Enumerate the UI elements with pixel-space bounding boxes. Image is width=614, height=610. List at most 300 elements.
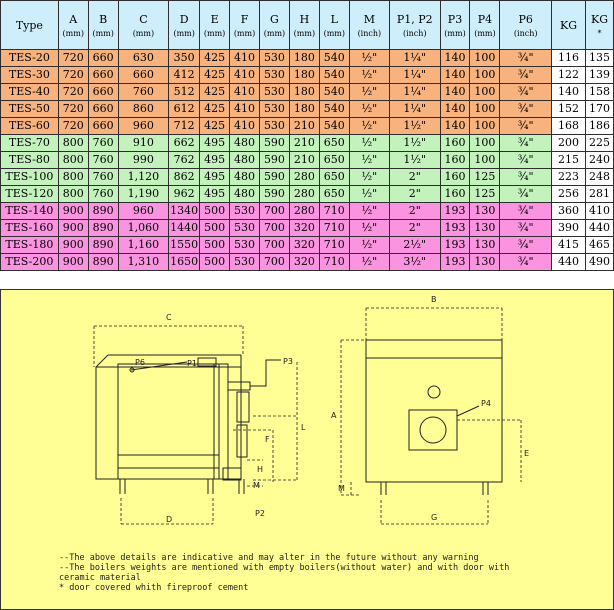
table-cell: 630 — [118, 50, 169, 67]
header-unit: (mm) — [173, 28, 195, 38]
table-cell: 800 — [58, 135, 88, 152]
header-4 — [169, 1, 200, 50]
table-cell: 281 — [586, 186, 614, 203]
spec-table — [0, 0, 614, 271]
table-cell: TES-50 — [1, 101, 59, 118]
table-cell: 590 — [259, 186, 289, 203]
table-cell: 590 — [259, 152, 289, 169]
table-cell: 193 — [440, 254, 470, 271]
table-cell: 1,120 — [118, 169, 169, 186]
note-3: ceramic material — [59, 573, 141, 583]
table-row — [1, 101, 614, 118]
label-m: M — [253, 481, 260, 490]
table-cell: 530 — [259, 67, 289, 84]
table-cell: 660 — [88, 118, 118, 135]
table-cell: TES-60 — [1, 118, 59, 135]
table-cell: 280 — [289, 203, 319, 220]
table-cell: 1¼" — [389, 50, 440, 67]
table-cell: 3½" — [389, 254, 440, 271]
label-p1: P1 — [187, 359, 197, 368]
table-cell: 710 — [319, 254, 349, 271]
header-label: H — [299, 12, 310, 26]
table-cell: 1650 — [169, 254, 200, 271]
table-cell: ¾" — [500, 169, 552, 186]
table-cell: 660 — [88, 67, 118, 84]
table-cell: TES-160 — [1, 220, 59, 237]
table-cell: ¾" — [500, 50, 552, 67]
table-cell: 320 — [289, 220, 319, 237]
table-cell: ½" — [349, 220, 389, 237]
table-cell: 116 — [551, 50, 585, 67]
table-cell: TES-30 — [1, 67, 59, 84]
table-cell: 1,160 — [118, 237, 169, 254]
header-8 — [289, 1, 319, 50]
note-4: * door covered whith fireproof cement — [59, 583, 249, 593]
header-15 — [551, 1, 585, 50]
header-unit: (mm) — [323, 28, 345, 38]
table-cell: 440 — [551, 254, 585, 271]
table-cell: 280 — [289, 186, 319, 203]
table-cell: 125 — [470, 169, 500, 186]
table-cell: 425 — [200, 101, 230, 118]
table-cell: 530 — [230, 254, 260, 271]
table-cell: 650 — [319, 152, 349, 169]
header-unit: (mm) — [444, 28, 466, 38]
table-cell: 180 — [289, 101, 319, 118]
table-cell: 130 — [470, 237, 500, 254]
table-row — [1, 84, 614, 101]
technical-drawing — [0, 289, 614, 610]
table-cell: 100 — [470, 152, 500, 169]
table-cell: 480 — [230, 152, 260, 169]
table-cell: ¾" — [500, 101, 552, 118]
table-cell: 210 — [289, 152, 319, 169]
header-unit: (mm) — [132, 28, 155, 38]
table-cell: 140 — [440, 50, 470, 67]
table-cell: 712 — [169, 118, 200, 135]
table-cell: 720 — [58, 67, 88, 84]
table-cell: 415 — [551, 237, 585, 254]
header-unit: (mm) — [92, 28, 114, 38]
table-cell: 710 — [319, 237, 349, 254]
table-cell: 700 — [259, 203, 289, 220]
table-cell: 130 — [470, 203, 500, 220]
table-cell: 660 — [88, 50, 118, 67]
table-cell: 500 — [200, 237, 230, 254]
header-unit: (inch) — [513, 28, 538, 38]
table-cell: 1440 — [169, 220, 200, 237]
table-cell: 530 — [230, 203, 260, 220]
label-b: B — [431, 295, 437, 304]
table-cell: 180 — [289, 67, 319, 84]
table-cell: 1½" — [389, 118, 440, 135]
table-cell: 1¼" — [389, 84, 440, 101]
header-label: L — [330, 12, 338, 26]
table-cell: 500 — [200, 254, 230, 271]
header-label: F — [240, 12, 249, 26]
table-cell: 500 — [200, 220, 230, 237]
front-view-body — [366, 340, 502, 482]
table-cell: 660 — [88, 84, 118, 101]
header-label: KG — [591, 12, 609, 26]
label-d: D — [166, 515, 173, 524]
table-cell: 193 — [440, 237, 470, 254]
header-label: B — [99, 12, 108, 26]
table-cell: 2½" — [389, 237, 440, 254]
table-cell: ½" — [349, 254, 389, 271]
header-label: E — [210, 12, 219, 26]
table-row — [1, 254, 614, 271]
table-cell: 240 — [586, 152, 614, 169]
table-cell: 193 — [440, 203, 470, 220]
table-cell: 720 — [58, 118, 88, 135]
table-cell: 215 — [551, 152, 585, 169]
table-cell: 1¼" — [389, 67, 440, 84]
table-cell: 360 — [551, 203, 585, 220]
table-cell: ¾" — [500, 220, 552, 237]
table-cell: 512 — [169, 84, 200, 101]
header-label: D — [179, 12, 189, 26]
table-cell: 800 — [58, 152, 88, 169]
table-cell: 900 — [58, 203, 88, 220]
header-16 — [586, 1, 614, 50]
header-label: Type — [15, 18, 43, 32]
table-cell: 890 — [88, 254, 118, 271]
table-cell: 960 — [118, 203, 169, 220]
header-unit: (mm) — [203, 28, 226, 38]
table-row — [1, 237, 614, 254]
table-cell: ½" — [349, 237, 389, 254]
table-row — [1, 50, 614, 67]
table-cell: 660 — [88, 101, 118, 118]
table-cell: 440 — [586, 220, 614, 237]
table-cell: 700 — [259, 220, 289, 237]
table-cell: 135 — [586, 50, 614, 67]
table-cell: 425 — [200, 50, 230, 67]
table-cell: TES-180 — [1, 237, 59, 254]
header-1 — [58, 1, 88, 50]
table-cell: TES-40 — [1, 84, 59, 101]
table-cell: 590 — [259, 135, 289, 152]
table-row — [1, 67, 614, 84]
header-14 — [500, 1, 552, 50]
table-cell: 962 — [169, 186, 200, 203]
table-cell: 700 — [259, 237, 289, 254]
table-cell: 540 — [319, 50, 349, 67]
table-cell: 168 — [551, 118, 585, 135]
table-cell: 760 — [88, 169, 118, 186]
table-cell: ½" — [349, 50, 389, 67]
header-unit: * — [597, 28, 602, 38]
table-cell: 530 — [259, 84, 289, 101]
table-cell: 530 — [259, 101, 289, 118]
table-cell: 1½" — [389, 135, 440, 152]
label-p2: P2 — [255, 509, 265, 518]
table-cell: 140 — [440, 84, 470, 101]
table-cell: 140 — [440, 118, 470, 135]
header-unit: (mm) — [233, 28, 256, 38]
table-row — [1, 203, 614, 220]
table-cell: 320 — [289, 237, 319, 254]
table-cell: 530 — [230, 237, 260, 254]
label-h: H — [257, 465, 264, 474]
table-cell: 410 — [230, 50, 260, 67]
table-cell: 425 — [200, 67, 230, 84]
table-cell: 100 — [470, 118, 500, 135]
table-cell: 960 — [118, 118, 169, 135]
label-e: E — [524, 449, 530, 458]
header-label: P4 — [477, 12, 493, 26]
table-cell: 410 — [230, 101, 260, 118]
table-cell: 900 — [58, 220, 88, 237]
table-cell: 890 — [88, 203, 118, 220]
table-cell: 1340 — [169, 203, 200, 220]
table-row — [1, 186, 614, 203]
table-cell: 100 — [470, 135, 500, 152]
table-cell: 760 — [118, 84, 169, 101]
table-cell: ½" — [349, 152, 389, 169]
table-cell: 180 — [289, 50, 319, 67]
table-cell: ½" — [349, 118, 389, 135]
table-cell: ½" — [349, 84, 389, 101]
table-cell: 170 — [586, 101, 614, 118]
table-cell: ¾" — [500, 84, 552, 101]
table-cell: 223 — [551, 169, 585, 186]
header-label: A — [69, 12, 78, 26]
table-cell: 900 — [58, 254, 88, 271]
table-cell: 495 — [200, 152, 230, 169]
table-cell: ½" — [349, 135, 389, 152]
header-unit: (mm) — [474, 28, 496, 38]
table-cell: 160 — [440, 152, 470, 169]
header-unit: (mm) — [62, 28, 84, 38]
table-cell: 480 — [230, 186, 260, 203]
table-cell: ¾" — [500, 186, 552, 203]
table-cell: 412 — [169, 67, 200, 84]
header-label: C — [139, 12, 148, 26]
table-cell: ¾" — [500, 67, 552, 84]
table-cell: 540 — [319, 118, 349, 135]
table-cell: 700 — [259, 254, 289, 271]
table-cell: 900 — [58, 237, 88, 254]
table-cell: 225 — [586, 135, 614, 152]
table-cell: 990 — [118, 152, 169, 169]
table-cell: ½" — [349, 67, 389, 84]
table-cell: 425 — [200, 118, 230, 135]
table-row — [1, 118, 614, 135]
drawing-notes — [59, 553, 509, 593]
table-cell: 152 — [551, 101, 585, 118]
table-cell: 800 — [58, 186, 88, 203]
header-6 — [230, 1, 260, 50]
table-cell: TES-70 — [1, 135, 59, 152]
table-cell: 1,310 — [118, 254, 169, 271]
table-cell: 410 — [230, 118, 260, 135]
table-cell: 2" — [389, 186, 440, 203]
table-row — [1, 135, 614, 152]
table-cell: 125 — [470, 186, 500, 203]
table-cell: 410 — [230, 84, 260, 101]
table-cell: 140 — [551, 84, 585, 101]
header-13 — [470, 1, 500, 50]
table-cell: 410 — [230, 67, 260, 84]
table-cell: ½" — [349, 186, 389, 203]
table-cell: 720 — [58, 101, 88, 118]
header-5 — [200, 1, 230, 50]
table-cell: 480 — [230, 135, 260, 152]
table-cell: 540 — [319, 84, 349, 101]
table-cell: 762 — [169, 152, 200, 169]
table-cell: 760 — [88, 135, 118, 152]
table-cell: 720 — [58, 84, 88, 101]
table-row — [1, 152, 614, 169]
table-cell: 130 — [470, 254, 500, 271]
table-cell: 210 — [289, 135, 319, 152]
table-cell: 540 — [319, 101, 349, 118]
table-cell: 350 — [169, 50, 200, 67]
table-cell: 480 — [230, 169, 260, 186]
label-p3: P3 — [283, 357, 293, 366]
header-label: G — [270, 12, 279, 26]
table-cell: 760 — [88, 152, 118, 169]
table-cell: 490 — [586, 254, 614, 271]
table-cell: 425 — [200, 84, 230, 101]
label-c: C — [166, 313, 172, 322]
label-f: F — [265, 435, 270, 444]
table-cell: 160 — [440, 169, 470, 186]
table-cell: 2" — [389, 169, 440, 186]
table-cell: 530 — [259, 118, 289, 135]
table-cell: 540 — [319, 67, 349, 84]
table-header-row — [1, 1, 614, 50]
table-cell: 710 — [319, 203, 349, 220]
table-cell: 2" — [389, 203, 440, 220]
label-l: L — [301, 423, 306, 432]
header-label: P1, P2 — [396, 12, 433, 26]
table-cell: 500 — [200, 203, 230, 220]
table-cell: 1½" — [389, 152, 440, 169]
table-cell: 200 — [551, 135, 585, 152]
table-cell: ¾" — [500, 203, 552, 220]
table-cell: ¾" — [500, 135, 552, 152]
header-unit: (mm) — [263, 28, 286, 38]
table-cell: 256 — [551, 186, 585, 203]
table-cell: 890 — [88, 237, 118, 254]
table-cell: 530 — [230, 220, 260, 237]
table-cell: 465 — [586, 237, 614, 254]
table-cell: TES-200 — [1, 254, 59, 271]
table-cell: 800 — [58, 169, 88, 186]
table-cell: 122 — [551, 67, 585, 84]
table-cell: 390 — [551, 220, 585, 237]
header-9 — [319, 1, 349, 50]
table-row — [1, 169, 614, 186]
table-cell: 495 — [200, 169, 230, 186]
table-cell: ½" — [349, 169, 389, 186]
table-cell: 140 — [440, 67, 470, 84]
header-unit: (inch) — [357, 28, 382, 38]
header-unit: (mm) — [293, 28, 316, 38]
table-cell: 710 — [319, 220, 349, 237]
label-g: G — [431, 513, 438, 522]
header-unit: (inch) — [402, 28, 427, 38]
table-cell: 1,060 — [118, 220, 169, 237]
table-cell: ¾" — [500, 152, 552, 169]
note-1: --The above details are indicative and may alter in the future without any warning — [59, 553, 479, 563]
note-2: --The boilers weights are mentioned with empty boilers(without water) and with door with — [59, 563, 510, 573]
table-cell: 100 — [470, 50, 500, 67]
header-10 — [349, 1, 389, 50]
table-cell: 860 — [118, 101, 169, 118]
header-label: P6 — [518, 12, 533, 26]
table-cell: TES-120 — [1, 186, 59, 203]
table-cell: TES-140 — [1, 203, 59, 220]
table-cell: 650 — [319, 169, 349, 186]
table-cell: 320 — [289, 254, 319, 271]
table-cell: 140 — [440, 101, 470, 118]
header-label: KG — [560, 18, 578, 32]
table-cell: 862 — [169, 169, 200, 186]
table-cell: 612 — [169, 101, 200, 118]
header-11 — [389, 1, 440, 50]
header-3 — [118, 1, 169, 50]
table-cell: 210 — [289, 118, 319, 135]
table-cell: 1¼" — [389, 101, 440, 118]
table-cell: 660 — [118, 67, 169, 84]
table-cell: 910 — [118, 135, 169, 152]
table-cell: 180 — [289, 84, 319, 101]
table-cell: 495 — [200, 186, 230, 203]
table-cell: 760 — [88, 186, 118, 203]
label-m-front: M — [338, 484, 345, 493]
table-cell: 186 — [586, 118, 614, 135]
table-cell: TES-80 — [1, 152, 59, 169]
table-cell: 650 — [319, 186, 349, 203]
table-cell: ¾" — [500, 118, 552, 135]
table-cell: 495 — [200, 135, 230, 152]
table-cell: ½" — [349, 203, 389, 220]
label-p4: P4 — [481, 399, 491, 408]
header-7 — [259, 1, 289, 50]
table-cell: 100 — [470, 67, 500, 84]
table-cell: 890 — [88, 220, 118, 237]
table-cell: 1,190 — [118, 186, 169, 203]
table-cell: ½" — [349, 101, 389, 118]
table-cell: 248 — [586, 169, 614, 186]
header-12 — [440, 1, 470, 50]
table-cell: TES-100 — [1, 169, 59, 186]
table-cell: 1550 — [169, 237, 200, 254]
table-cell: 720 — [58, 50, 88, 67]
header-label: P3 — [447, 12, 463, 26]
table-cell: 160 — [440, 186, 470, 203]
table-cell: 160 — [440, 135, 470, 152]
table-cell: ¾" — [500, 237, 552, 254]
table-cell: 100 — [470, 101, 500, 118]
table-cell: ¾" — [500, 254, 552, 271]
table-cell: 530 — [259, 50, 289, 67]
table-cell: 158 — [586, 84, 614, 101]
table-cell: 130 — [470, 220, 500, 237]
label-a: A — [331, 411, 337, 420]
header-0 — [1, 1, 59, 50]
table-row — [1, 220, 614, 237]
table-cell: 590 — [259, 169, 289, 186]
table-cell: 662 — [169, 135, 200, 152]
table-cell: 2" — [389, 220, 440, 237]
header-2 — [88, 1, 118, 50]
label-p6: P6 — [135, 358, 145, 367]
